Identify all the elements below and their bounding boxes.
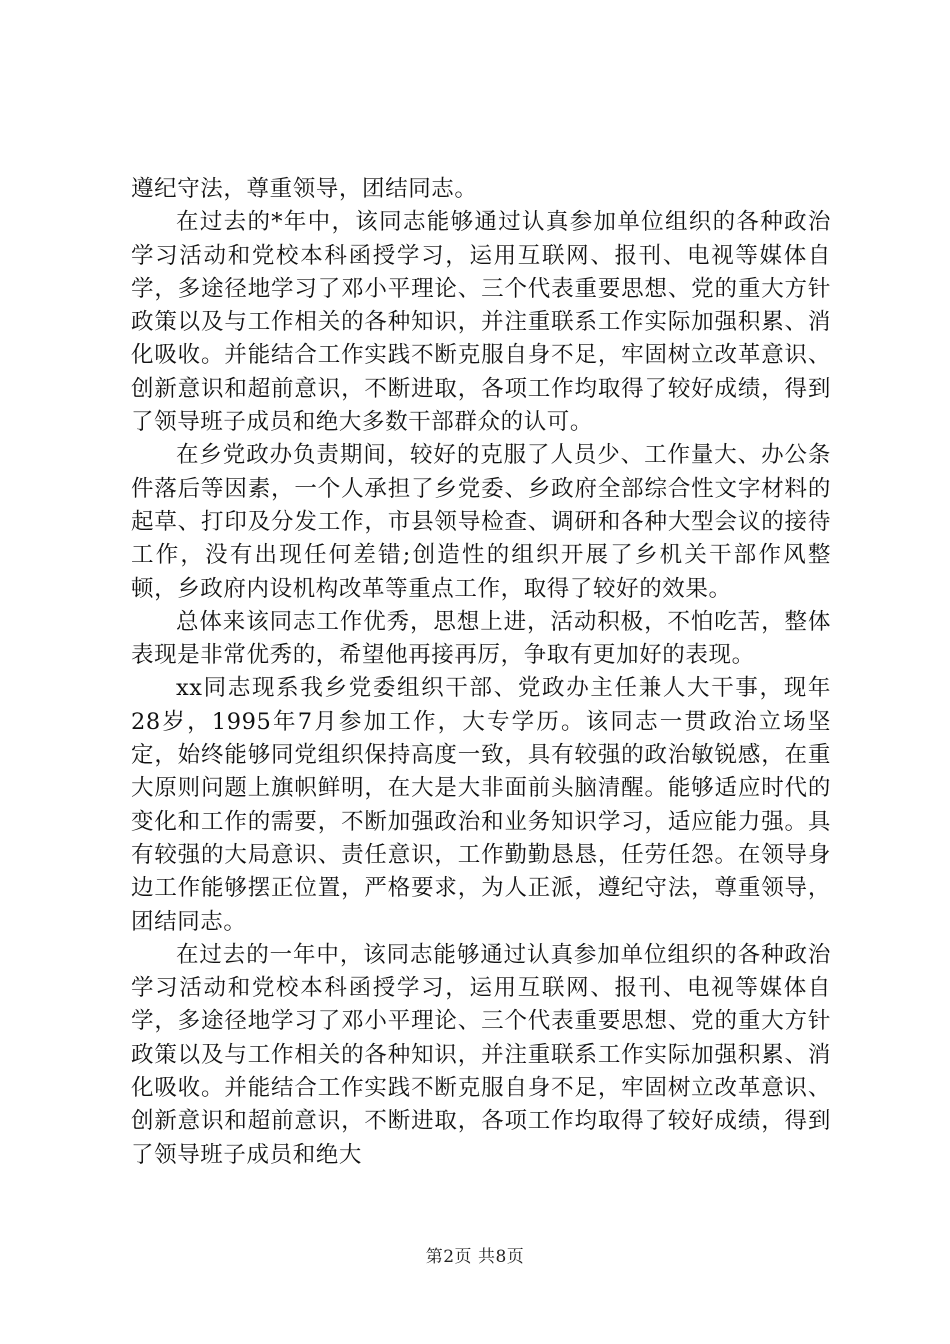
paragraph: 总体来该同志工作优秀，思想上进，活动积极，不怕吃苦，整体表现是非常优秀的，希望他再接再厉，争取有更加好的表现。 bbox=[131, 608, 831, 669]
document-body bbox=[131, 173, 831, 1172]
paragraph: 在乡党政办负责期间，较好的克服了人员少、工作量大、办公条件落后等因素，一个人承担了乡党委、乡政府全部综合性文字材料的起草、打印及分发工作，市县领导检查、调研和各种大型会议的接待工作，没有出现任何差错;创造性的组织开展了乡机关干部作风整顿，乡政府内设机构改革等重点工作，取得了较好的效果。 bbox=[131, 442, 831, 602]
paragraph: xx同志现系我乡党委组织干部、党政办主任兼人大干事，现年28岁，1995年7月参加工作，大专学历。该同志一贯政治立场坚定，始终能够同党组织保持高度一致，具有较强的政治敏锐感，在重大原则问题上旗帜鲜明，在大是大非面前头脑清醒。能够适应时代的变化和工作的需要，不断加强政治和业务知识学习，适应能力强。具有较强的大局意识、责任意识，工作勤勤恳恳，任劳任怨。在领导身边工作能够摆正位置，严格要求，为人正派，遵纪守法，尊重领导，团结同志。 bbox=[131, 675, 831, 935]
paragraph: 在过去的一年中，该同志能够通过认真参加单位组织的各种政治学习活动和党校本科函授学习，运用互联网、报刊、电视等媒体自学，多途径地学习了邓小平理论、三个代表重要思想、党的重大方针政策以及与工作相关的各种知识，并注重联系工作实际加强积累、消化吸收。并能结合工作实践不断克服自身不足，牢固树立改革意识、创新意识和超前意识，不断进取，各项工作均取得了较好成绩，得到了领导班子成员和绝大 bbox=[131, 941, 831, 1168]
paragraph: 在过去的*年中，该同志能够通过认真参加单位组织的各种政治学习活动和党校本科函授学习，运用互联网、报刊、电视等媒体自学，多途径地学习了邓小平理论、三个代表重要思想、党的重大方针政策以及与工作相关的各种知识，并注重联系工作实际加强积累、消化吸收。并能结合工作实践不断克服自身不足，牢固树立改革意识、创新意识和超前意识，不断进取，各项工作均取得了较好成绩，得到了领导班子成员和绝大多数干部群众的认可。 bbox=[131, 209, 831, 436]
paragraph: 遵纪守法，尊重领导，团结同志。 bbox=[131, 176, 478, 202]
page-number: 第2页 共8页 bbox=[425, 1247, 525, 1267]
page-footer bbox=[0, 1242, 950, 1267]
